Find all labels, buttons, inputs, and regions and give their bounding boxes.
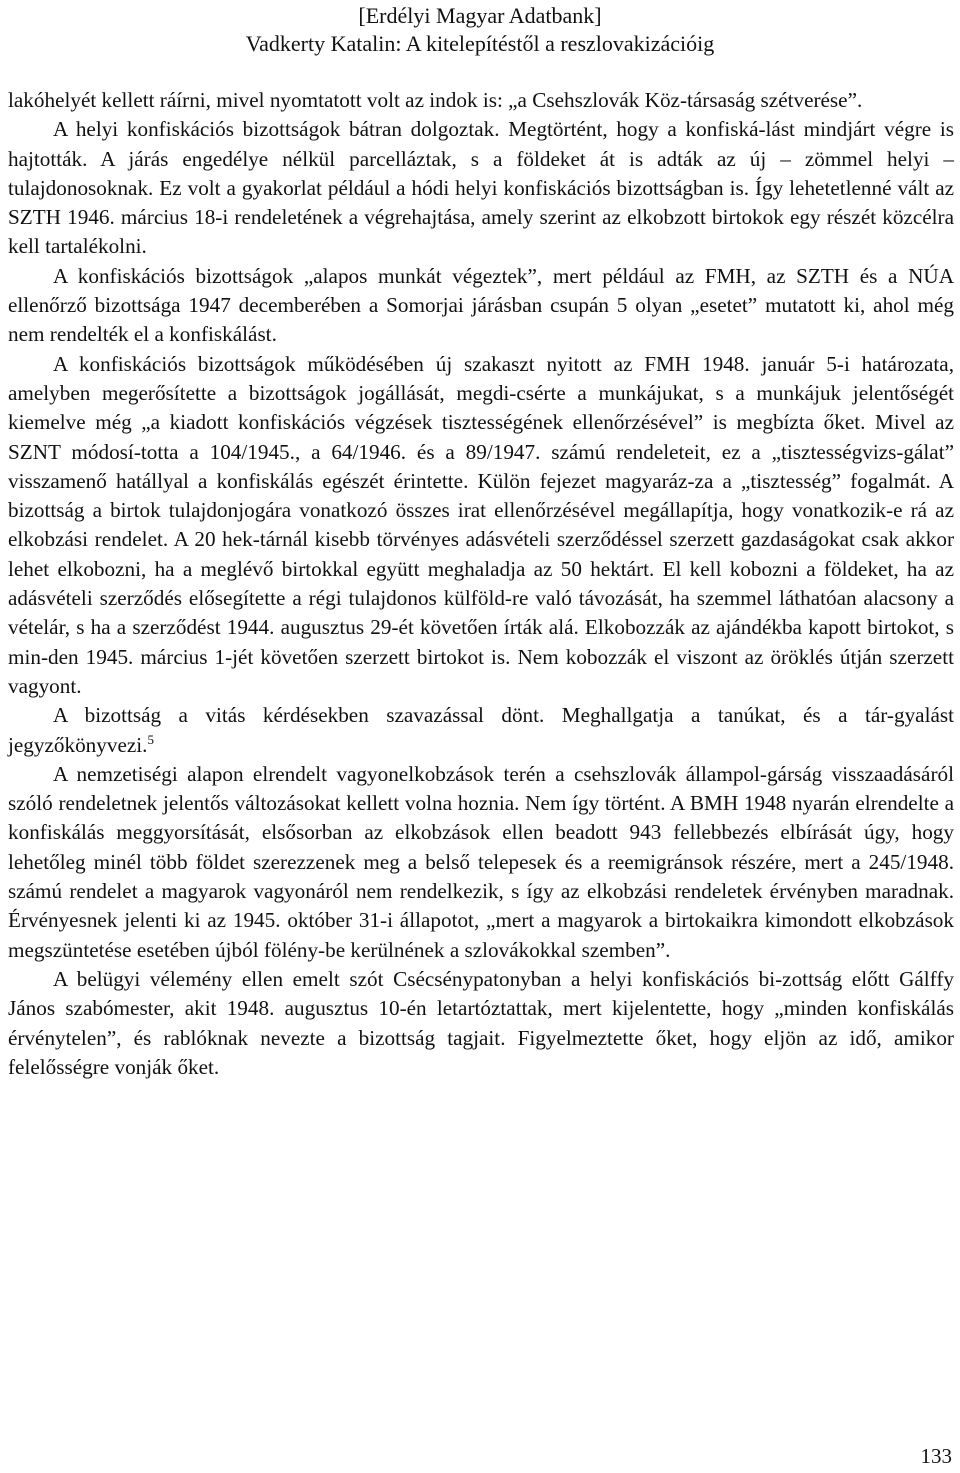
body-text bbox=[8, 86, 954, 1082]
header-source: [Erdélyi Magyar Adatbank] bbox=[358, 3, 602, 28]
page-number: 133 bbox=[920, 1444, 952, 1468]
page-header bbox=[0, 2, 960, 58]
paragraph-text: A bizottság a vitás kérdésekben szavazással dönt. Meghallgatja a tanúkat, és a tár-gyalást jegyzőkönyvezi. bbox=[8, 703, 954, 757]
paragraph: A helyi konfiskációs bizottságok bátran dolgoztak. Megtörtént, hogy a konfiská-lást mindjárt végre is hajtották. A járás engedélye nélkül parcelláztak, s a földeket át is adták az új – zömmel helyi – tulajdonosoknak. Ez volt a gyakorlat például a hódi helyi konfiskációs bizottságban is. Így lehetetlenné vált az SZTH 1946. március 18-i rendeletének a végrehajtása, amely szerint az elkobzott birtokok egy részét közcélra kell tartalékolni. bbox=[8, 117, 954, 259]
paragraph: A belügyi vélemény ellen emelt szót Csécsénypatonyban a helyi konfiskációs bi-zottság előtt Gálffy János szabómester, akit 1948. augusztus 10-én letartóztattak, mert kijelentette, hogy „minden konfiskálás érvénytelen”, és rablóknak nevezte a bizottság tagjait. Figyelmeztette őket, hogy eljön az idő, amikor felelősségre vonják őket. bbox=[8, 966, 954, 1079]
paragraph: lakóhelyét kellett ráírni, mivel nyomtatott volt az indok is: „a Csehszlovák Köz-társaság szétverése”. bbox=[8, 88, 863, 112]
paragraph: A nemzetiségi alapon elrendelt vagyonelkobzások terén a csehszlovák állampol-gárság visszaadásáról szóló rendeletnek jelentős változásokat kellett volna hoznia. Nem így történt. A BMH 1948 nyarán elrendelte a konfiskálás meggyorsítását, elsősorban az elkobzások ellen beadott 943 fellebbezés elbírását úgy, hogy lehetőleg minél több földet szerezzenek meg a belső telepesek és a reemigránsok részére, mert a 245/1948. számú rendelet a magyarok vagyonáról nem rendelkezik, s így az elkobzási rendeletek érvényben maradnak. Érvényesnek jelenti ki az 1945. október 31-i állapotot, „mert a magyarok a birtokaikra kimondott elkobzások megszüntetése esetében újból fölény-be kerülnének a szlovákokkal szemben”. bbox=[8, 761, 954, 962]
footnote-marker[interactable]: 5 bbox=[147, 731, 154, 747]
paragraph: A konfiskációs bizottságok működésében új szakaszt nyitott az FMH 1948. január 5-i határozata, amelyben megerősítette a bizottságok jogállását, megdi-csérte a munkájukat, s a munkájuk jelentőségét kiemelve még „a kiadott konfiskációs végzések tisztességének ellenőrzésével” is megbízta őket. Mivel az SZNT módosí-totta a 104/1945., a 64/1946. és a 89/1947. számú rendeleteit, ez a „tisztességvizs-gálat” visszamenő hatállyal a konfiskálás egészét érintette. Külön fejezet magyaráz-za a „tisztesség” fogalmát. A bizottság a birtok tulajdonjogára vonatkozó összes irat ellenőrzésével megállapítja, hogy vonatkozik-e rá az elkobzási rendelet. A 20 hek-tárnál kisebb törvényes adásvételi szerződéssel szerzett gazdaságokat csak akkor lehet elkobozni, ha a meglévő birtokkal együtt meghaladja az 50 hektárt. El kell kobozni a földeket, ha az adásvételi szerződés elősegítette a régi tulajdonos külföld-re való távozását, ha szemmel láthatóan alacsony a vételár, s ha a szerződést 1944. augusztus 29-ét követően írták alá. Elkobozzák az ajándékba kapott birtokot, s min-den 1945. március 1-jét követően szerzett birtokot is. Nem kobozzák el viszont az öröklés útján szerzett vagyont. bbox=[8, 351, 954, 698]
paragraph: A konfiskációs bizottságok „alapos munkát végeztek”, mert például az FMH, az SZTH és a NÚA ellenőrző bizottsága 1947 decemberében a Somorjai járásban csupán 5 olyan „esetet” mutatott ki, ahol még nem rendelték el a konfiskálást. bbox=[8, 263, 954, 347]
paragraph bbox=[8, 701, 954, 760]
header-title: Vadkerty Katalin: A kitelepítéstől a reszlovakizációig bbox=[245, 31, 715, 56]
